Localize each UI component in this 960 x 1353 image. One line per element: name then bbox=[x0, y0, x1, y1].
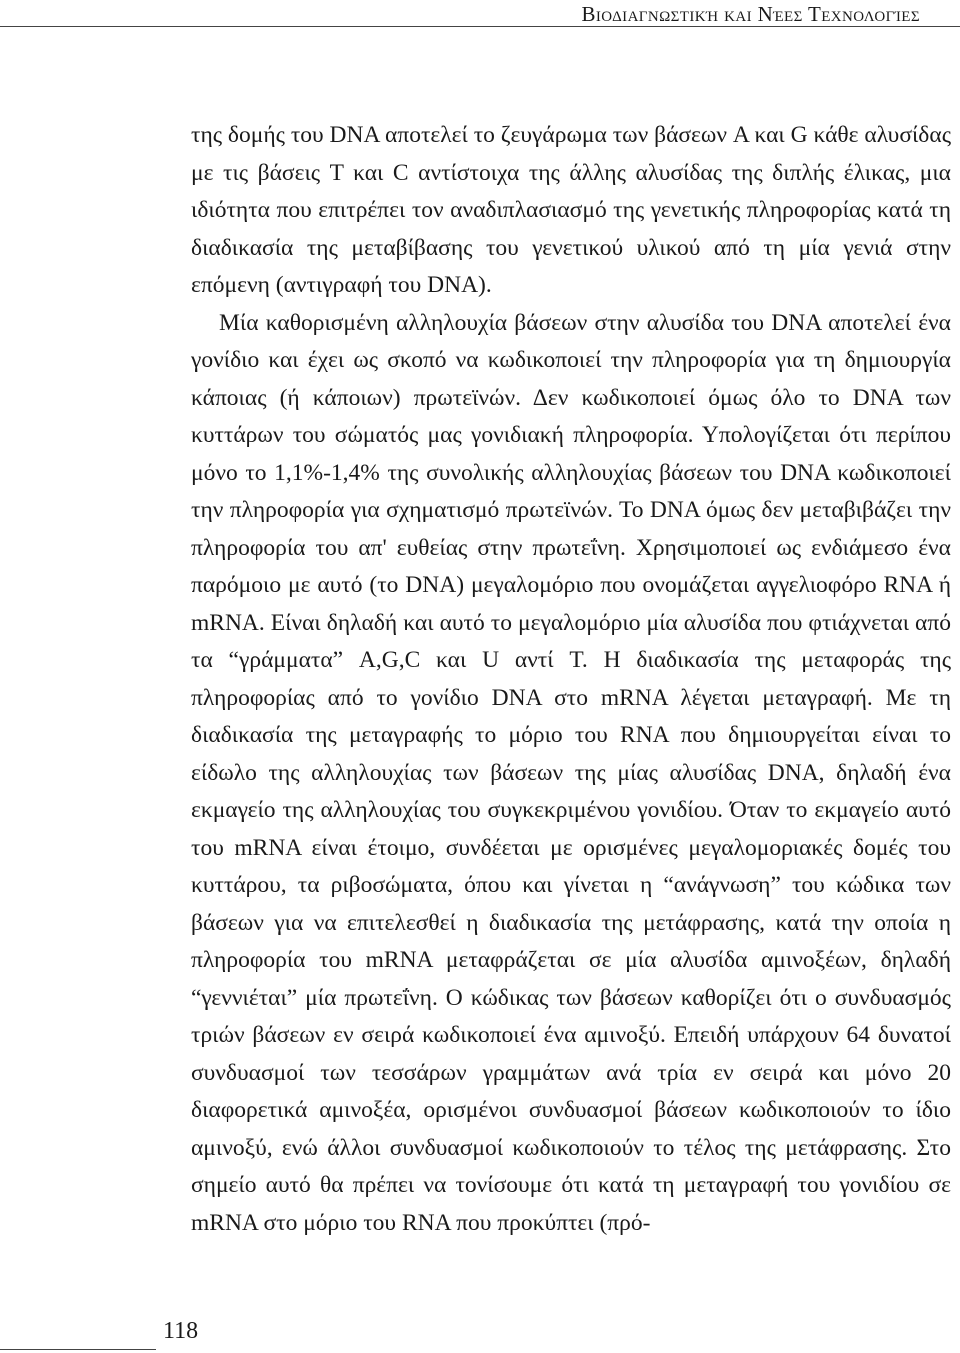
body-text bbox=[191, 117, 951, 1242]
footer-rule bbox=[0, 1349, 156, 1350]
running-header bbox=[0, 0, 960, 27]
running-title: Βιοδιαγνωστική και Νέες Τεχνολογίες bbox=[581, 2, 920, 26]
paragraph-1: της δομής του DNA αποτελεί το ζευγάρωμα των βάσεων A και G κάθε αλυσίδας με τις βάσεις T και C αντίστοιχα της άλλης αλυσίδας της διπλής έλικας, μια ιδιότητα που επιτρέπει τον αναδιπλασιασμό της γενετικής πληροφορίας κατά τη διαδικασία της μεταβίβασης του γενετικού υλικού από τη μία γενιά στην επόμενη (αντιγραφή του DNA). bbox=[191, 122, 951, 298]
page-number: 118 bbox=[163, 1318, 199, 1344]
paragraph-2: Μία καθορισμένη αλληλουχία βάσεων στην αλυσίδα του DNA αποτελεί ένα γονίδιο και έχει ως σκοπό να κωδικοποιεί την πληροφορία για τη δημιουργία κάποιας (ή κάποιων) πρωτεϊνών. Δεν κωδικοποιεί όμως όλο το DNA των κυττάρων του σώματός μας γονιδιακή πληροφορία. Υπολογίζεται ότι περίπου μόνο το 1,1%-1,4% της συνολικής αλληλουχίας βάσεων του DNA κωδικοποιεί την πληροφορία για σχηματισμό πρωτεϊνών. Το DNA όμως δεν μεταβιβάζει την πληροφορία του απ' ευθείας στην πρωτεΐνη. Χρησιμοποιεί ως ενδιάμεσο ένα παρόμοιο με αυτό (το DNA) μεγαλομόριο που ονομάζεται αγγελιοφόρο RNA ή mRNA. Είναι δηλαδή και αυτό το μεγαλομόριο μία αλυσίδα που φτιάχνεται από τα “γράμματα” A,G,C και U αντί T. Η διαδικασία της μεταφοράς της πληροφορίας από το γονίδιο DNA στο mRNA λέγεται μεταγραφή. Με τη διαδικασία της μεταγραφής το μόριο του RNA που δημιουργείται είναι το είδωλο της αλληλουχίας των βάσεων της μίας αλυσίδας DNA, δηλαδή ένα εκμαγείο της αλληλουχίας του συγκεκριμένου γονιδίου. Όταν το εκμαγείο αυτό του mRNA είναι έτοιμο, συνδέεται με ορισμένες μεγαλομοριακές δομές του κυττάρου, τα ριβοσώματα, όπου και γίνεται η “ανάγνωση” του κώδικα των βάσεων για να επιτελεσθεί η διαδικασία της μετάφρασης, κατά την οποία η πληροφορία του mRNA μεταφράζεται σε μία αλυσίδα αμινοξέων, δηλαδή “γεννιέται” μία πρωτεΐνη. Ο κώδικας των βάσεων καθορίζει ότι ο συνδυασμός τριών βάσεων εν σειρά κωδικοποιεί ένα αμινοξύ. Επειδή υπάρχουν 64 δυνατοί συνδυασμοί των τεσσάρων γραμμάτων ανά τρία εν σειρά και μόνο 20 διαφορετικά αμινοξέα, ορισμένοι συνδυασμοί βάσεων κωδικοποιούν το ίδιο αμινοξύ, ενώ άλλοι συνδυασμοί κωδικοποιούν το τέλος της μετάφρασης. Στο σημείο αυτό θα πρέπει να τονίσουμε ότι κατά τη μεταγραφή του γονιδίου σε mRNA στο μόριο του RNA που προκύπτει (πρό- bbox=[191, 309, 951, 1236]
